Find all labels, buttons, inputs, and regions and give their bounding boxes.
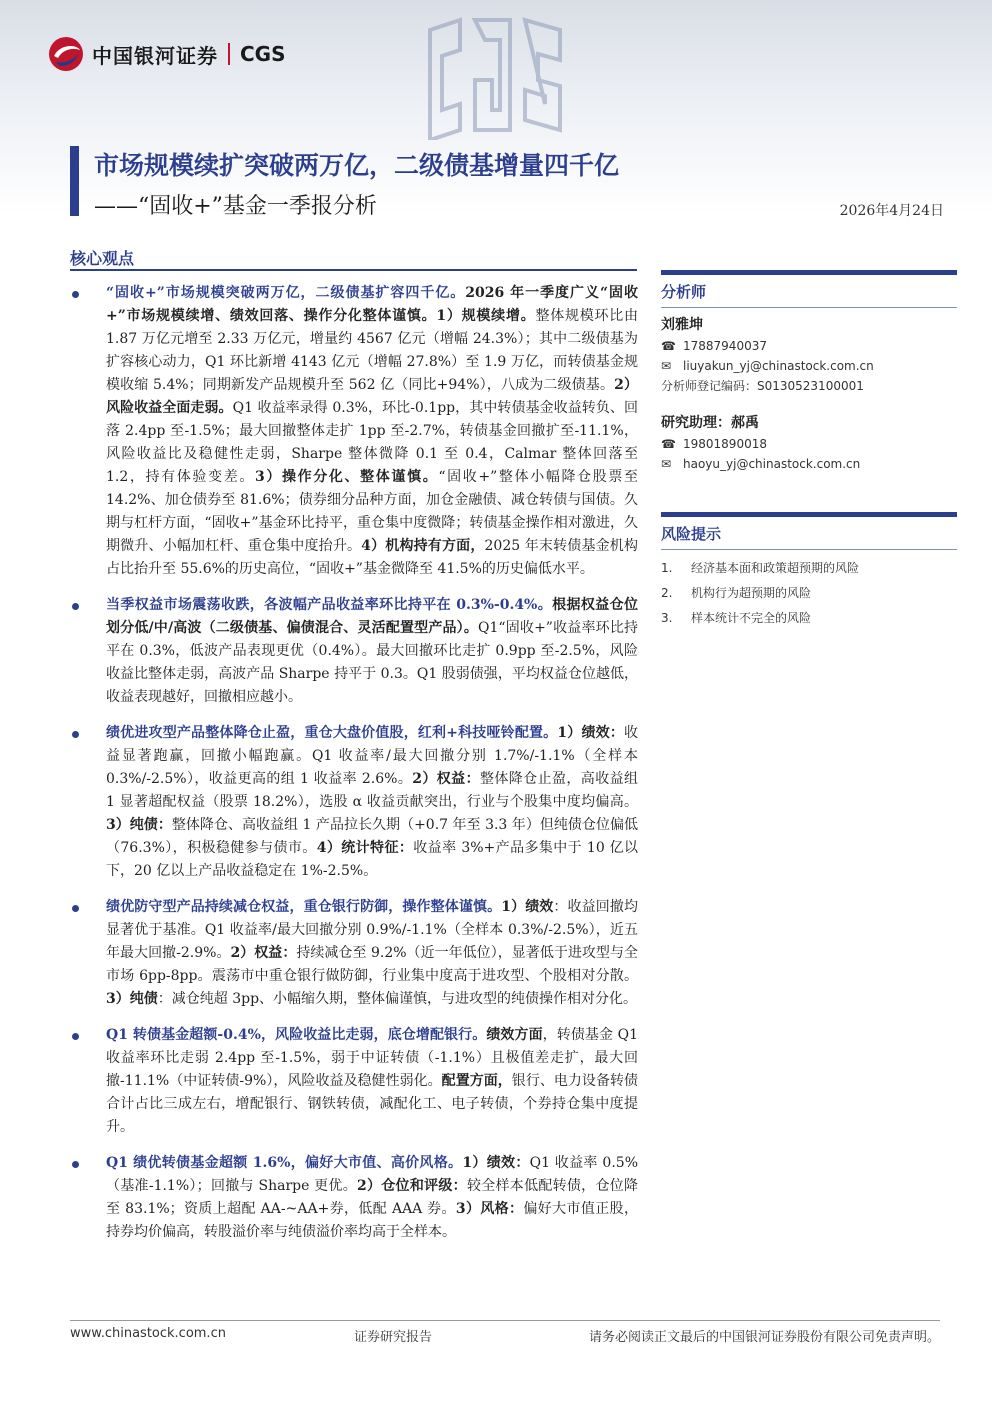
bullet-text: 3）风格： <box>455 1201 524 1217</box>
assistant-email-row <box>661 454 957 474</box>
analyst-heading: 分析师 <box>661 270 957 308</box>
risk-num: 1. <box>661 561 673 575</box>
bullet-lead: Q1 绩优转债基金超额 1.6%，偏好大市值、高价风格。 <box>106 1155 463 1171</box>
assistant-phone-row <box>661 434 957 454</box>
bullet-text: “固收+”整体小幅降仓股票至 14.2%、加仓债券至 81.6%；债券细分品种方面，加仓金融债、减仓转债与国债。久期与杠杆方面，“固收+”基金环比持平，重仓集中度微降；转债基金操作相对激进，久期微升、小幅加杠杆、重仓集中度抬升。 <box>106 469 639 554</box>
risk-text: 经济基本面和政策超预期的风险 <box>691 561 860 575</box>
bullet-text: 绩效方面 <box>486 1027 543 1043</box>
bullet-text: Q1“固收+”收益率环比持平在 0.3%，低波产品表现更优（0.4%）。最大回撤环比走扩 0.9pp 至-2.5%，风险收益比整体走弱，高波产品 Sharpe 持平于 0.3。Q1 股弱债强，平均权益仓位越低，收益表现越好，回撤相应越小。 <box>106 620 638 705</box>
report-date: 2026年4月24日 <box>839 203 944 219</box>
bullet-text: 2）权益： <box>230 945 297 961</box>
footer-disclaimer: 请务必阅读正文最后的中国银河证券股份有限公司免责声明。 <box>588 1330 940 1345</box>
bullet-lead: 绩优进攻型产品整体降仓止盈，重仓大盘价值股，红利+科技哑铃配置。 <box>106 725 558 741</box>
bullet-dot-icon <box>72 1161 79 1168</box>
bullet-text: 2）权益： <box>412 771 480 787</box>
risk-item <box>661 556 957 581</box>
bullet-text: ：收益回撤均显著优于基准。Q1 收益率/最大回撤分别 0.9%/-1.1%（全样本 0.3%/-2.5%），近五年最大回撤-2.9%。 <box>106 899 638 961</box>
risk-text: 机构行为超预期的风险 <box>691 586 812 600</box>
bullet-text: 1）绩效： <box>557 725 624 741</box>
bullet-dot-icon <box>72 603 79 610</box>
bullet-text: 3）纯债 <box>106 991 158 1007</box>
bullet-text: 2025 年末转债基金机构占比抬升至 55.6%的历史高位，“固收+”基金微降至 41.5%的历史偏低水平。 <box>106 538 638 577</box>
bullet-text: 整体降仓止盈，高收益组 1 显著超配权益（股票 18.2%），选股 α 收益贡献突出，行业与个股集中度均偏高。 <box>106 771 638 810</box>
bullet-text: ，转债基金 Q1 收益率环比走弱 2.4pp 至-1.5%，弱于中证转债（-1.1%）且极值差走扩，最大回撤-11.1%（中证转债-9%），风险收益及稳健性弱化。 <box>106 1027 638 1089</box>
risk-item <box>661 606 957 631</box>
core-bullet <box>72 594 638 709</box>
bullet-text: 2）仓位和评级： <box>356 1178 467 1194</box>
bullet-text: 2）风险收益全面走弱。 <box>106 377 638 416</box>
analyst-email-row <box>661 356 957 376</box>
bullet-dot-icon <box>72 1033 79 1040</box>
risk-text: 样本统计不完全的风险 <box>691 611 812 625</box>
bullet-dot-icon <box>72 905 79 912</box>
risk-heading: 风险提示 <box>661 512 957 550</box>
bullet-text: 银行、电力设备转债合计占比三成左右，增配银行、钢铁转债，减配化工、电子转债，个券持仓集中度提升。 <box>106 1073 638 1135</box>
assistant-phone: 19801890018 <box>683 437 767 451</box>
core-bullet <box>72 282 638 581</box>
bullet-text: 较全样本低配转债，仓位降至 83.1%；资质上超配 AA-~AA+券，低配 AAA 券。 <box>106 1178 639 1217</box>
logo-cn-text: 中国银河证券 <box>92 43 218 68</box>
bullet-dot-icon <box>72 731 79 738</box>
bullet-text: 2026 年一季度广义“固收+”市场规模续增、绩效回落、操作分化整体谨慎。1）规模续增。 <box>106 285 638 324</box>
core-views-body <box>72 282 638 1257</box>
assistant-label: 研究助理：郝禹 <box>661 415 759 431</box>
logo-separator <box>228 43 230 65</box>
core-bullet <box>72 1024 638 1139</box>
analyst-name: 刘雅坤 <box>661 317 703 333</box>
core-views-heading: 核心观点 <box>70 249 135 268</box>
bullet-text: Q1 收益率 0.5%（基准-1.1%）；回撤与 Sharpe 更优。 <box>106 1155 638 1194</box>
bullet-text: 3）操作分化、整体谨慎。 <box>254 469 439 485</box>
bullet-lead: 当季权益市场震荡收跌，各波幅产品收益率环比持平在 0.3%-0.4%。 <box>106 597 553 613</box>
analyst-cert-text: 分析师登记编码：S0130523100001 <box>661 379 864 393</box>
bullet-text: 收益显著跑赢，回撤小幅跑赢。Q1 收益率/最大回撤分别 1.7%/-1.1%（全样本 0.3%/-2.5%），收益更高的组 1 收益率 2.6%。 <box>106 725 638 787</box>
bullet-lead: Q1 转债基金超额-0.4%，风险收益比走弱，底仓增配银行。 <box>106 1027 487 1043</box>
core-bullet <box>72 1152 638 1244</box>
title-accent-bar <box>70 146 79 216</box>
bullet-text: 根据权益仓位划分低/中/高波（二级债基、偏债混合、灵活配置型产品）。 <box>106 597 638 636</box>
risk-item <box>661 581 957 606</box>
footer-url[interactable]: www.chinastock.com.cn <box>70 1326 226 1341</box>
cgs-watermark-graphic <box>420 10 570 140</box>
bullet-text: 整体规模环比由 1.87 万亿元增至 2.33 万亿元，增量约 4567 亿元（增幅 24.3%）；其中二级债基为扩容核心动力，Q1 环比新增 4143 亿元（增幅 27.8%）至 1.9 万亿，而转债基金规模收缩 5.4%；同期新发产品规模升至 562 亿（同比+94%），八成为二级债基。 <box>106 308 639 393</box>
email-icon: ✉ <box>661 457 672 471</box>
email-icon: ✉ <box>661 359 672 373</box>
bullet-lead: “固收+”市场规模突破两万亿，二级债基扩容四千亿。 <box>106 285 466 301</box>
risk-num: 3. <box>661 611 673 625</box>
bullet-text: 配置方面， <box>441 1073 512 1089</box>
risk-num: 2. <box>661 586 673 600</box>
report-title: 市场规模续扩突破两万亿，二级债基增量四千亿 <box>94 151 620 180</box>
bullet-text: 1）绩效 <box>501 899 554 915</box>
company-logo <box>46 34 286 74</box>
core-bullet <box>72 722 638 883</box>
core-bullet <box>72 896 638 1011</box>
bullet-text: 整体降仓、高收益组 1 产品拉长久期（+0.7 年至 3.3 年）但纯债仓位偏低（76.3%），积极稳健参与债市。 <box>106 817 638 856</box>
bullet-text: 1）绩效： <box>462 1155 530 1171</box>
assistant-email[interactable]: haoyu_yj@chinastock.com.cn <box>683 457 861 471</box>
analyst-email[interactable]: liuyakun_yj@chinastock.com.cn <box>683 359 874 373</box>
footer-divider <box>70 1320 940 1321</box>
bullet-text: 3）纯债： <box>106 817 172 833</box>
phone-icon: ☎ <box>661 339 676 353</box>
core-views-divider <box>70 269 637 271</box>
analyst-panel <box>661 270 957 474</box>
analyst-phone-row <box>661 336 957 356</box>
galaxy-logo-icon <box>46 34 86 74</box>
phone-icon: ☎ <box>661 437 676 451</box>
bullet-text: 4）统计特征： <box>316 840 414 856</box>
report-subtitle: ——“固收+”基金一季报分析 <box>94 194 377 219</box>
footer-center: 证券研究报告 <box>354 1330 433 1345</box>
bullet-text: ：减仓纯超 3pp、小幅缩久期，整体偏谨慎，与进攻型的纯债操作相对分化。 <box>157 991 638 1007</box>
bullet-lead: 绩优防守型产品持续减仓权益，重仓银行防御，操作整体谨慎。 <box>106 899 502 915</box>
bullet-text: 4）机构持有方面， <box>361 538 485 554</box>
logo-en-text: CGS <box>240 42 286 66</box>
analyst-cert <box>661 376 957 396</box>
bullet-dot-icon <box>72 291 79 298</box>
bullet-text: 偏好大市值正股，持券均价偏高，转股溢价率与纯债溢价率均高于全样本。 <box>106 1201 638 1240</box>
bullet-text: 持续减仓至 9.2%（近一年低位），显著低于进攻型与全市场 6pp-8pp。震荡市中重仓银行做防御，行业集中度高于进攻型、个股相对分散。 <box>106 945 638 984</box>
bullet-text: Q1 收益率录得 0.3%，环比-0.1pp，其中转债基金收益转负、回落 2.4pp 至-1.5%；最大回撤整体走扩 1pp 至-2.7%，转债基金回撤扩至-11.1%，风险收益比及稳健性走弱，Sharpe 整体微降 0.1 至 0.4，Calmar 整体回落至 1.2，持有体验变差。 <box>106 400 638 485</box>
bullet-text: 收益率 3%+产品多集中于 10 亿以下，20 亿以上产品收益稳定在 1%-2.5%。 <box>106 840 638 879</box>
analyst-phone: 17887940037 <box>683 339 767 353</box>
risk-panel <box>661 512 957 631</box>
